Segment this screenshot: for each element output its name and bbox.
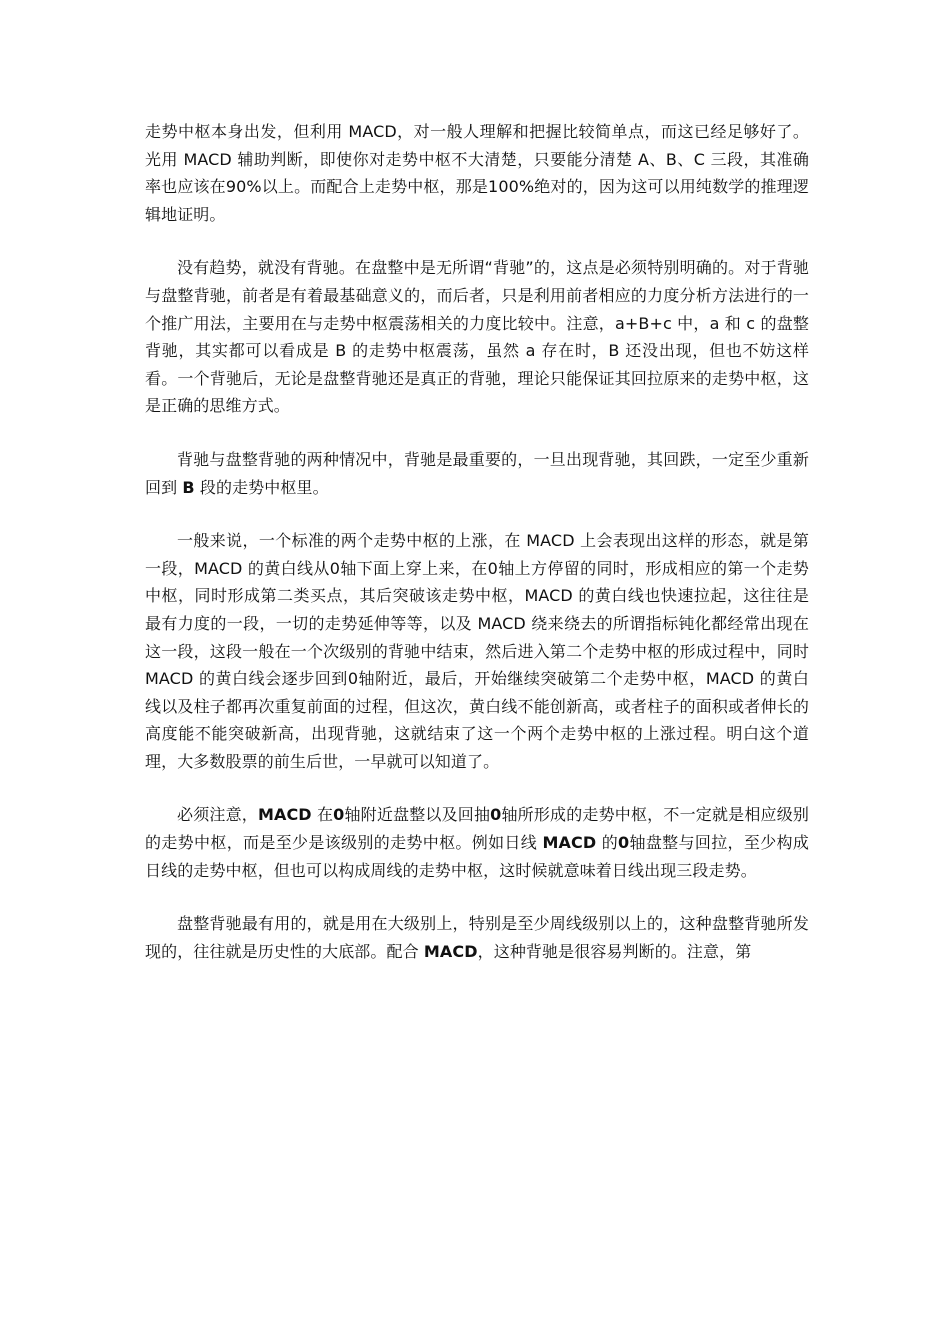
paragraph-3 — [145, 446, 809, 501]
bold-text-segment: MACD — [423, 941, 478, 961]
paragraph-4 — [145, 527, 809, 775]
text-segment: 的 — [596, 833, 619, 853]
bold-text-segment: MACD — [257, 805, 312, 825]
paragraph-6 — [145, 910, 809, 965]
bold-text-segment: 0 — [618, 833, 630, 853]
text-segment: 盘整背驰最有用的，就是用在大级别上，特别是至少周线级别以上的，这种盘整背驰所发现的，往往就是历史性的大底部。配合 — [145, 914, 809, 961]
document-body — [145, 118, 809, 991]
text-segment: 走势中枢本身出发，但利用 MACD，对一般人理解和把握比较简单点，而这已经足够好了。光用 MACD 辅助判断，即使你对走势中枢不大清楚，只要能分清楚 A、B、C 三段，其准确率也应该在90%以上。而配合上走势中枢，那是100%绝对的，因为这可以用纯数学的推理逻辑地证明。 — [145, 122, 809, 224]
text-segment: 必须注意， — [177, 805, 258, 825]
bold-text-segment: 0 — [333, 805, 345, 825]
text-segment: 轴所形成的走势中枢，不一定就是相应级别的走势中枢，而是至少是该级别的走势中枢。例如日线 — [145, 805, 809, 853]
bold-text-segment: MACD — [542, 833, 597, 853]
text-segment: 段的走势中枢里。 — [194, 477, 329, 497]
paragraph-5 — [145, 801, 809, 884]
text-segment: 一般来说，一个标准的两个走势中枢的上涨，在 MACD 上会表现出这样的形态，就是第一段，MACD 的黄白线从0轴下面上穿上来，在0轴上方停留的同时，形成相应的第一个走势中枢，同时形成第二类买点，其后突破该走势中枢，MACD 的黄白线也快速拉起，这往往是最有力度的一段，一切的走势延伸等等，以及 MACD 绕来绕去的所谓指标钝化都经常出现在这一段，这段一般在一个次级别的背驰中结束，然后进入第二个走势中枢的形成过程中，同时 MACD 的黄白线会逐步回到0轴附近，最后，开始继续突破第二个走势中枢，MACD 的黄白线以及柱子都再次重复前面的过程，但这次，黄白线不能创新高，或者柱子的面积或者伸长的高度能不能突破新高，出现背驰，这就结束了这一个两个走势中枢的上涨过程。明白这个道理，大多数股票的前生后世，一早就可以知道了。 — [145, 531, 809, 771]
paragraph-2 — [145, 254, 809, 420]
text-segment: 背驰与盘整背驰的两种情况中，背驰是最重要的，一旦出现背驰，其回跌，一定至少重新回到 — [145, 449, 809, 497]
bold-text-segment: 0 — [490, 805, 502, 825]
text-segment: 轴附近盘整以及回抽 — [344, 805, 491, 825]
text-segment: 轴盘整与回拉，至少构成日线的走势中枢，但也可以构成周线的走势中枢，这时候就意味着日线出现三段走势。 — [145, 833, 809, 880]
text-segment: ，这种背驰是很容易判断的。注意，第 — [477, 941, 752, 961]
text-segment: 没有趋势，就没有背驰。在盘整中是无所谓“背驰”的，这点是必须特别明确的。对于背驰与盘整背驰，前者是有着最基础意义的，而后者，只是利用前者相应的力度分析方法进行的一个推广用法，主要用在与走势中枢震荡相关的力度比较中。注意，a+B+c 中，a 和 c 的盘整背驰，其实都可以看成是 B 的走势中枢震荡，虽然 a 存在时，B 还没出现，但也不妨这样看。一个背驰后，无论是盘整背驰还是真正的背驰，理论只能保证其回拉原来的走势中枢，这是正确的思维方式。 — [145, 258, 809, 416]
bold-text-segment: B — [182, 477, 195, 497]
paragraph-1 — [145, 118, 809, 228]
text-segment: 在 — [311, 805, 334, 825]
